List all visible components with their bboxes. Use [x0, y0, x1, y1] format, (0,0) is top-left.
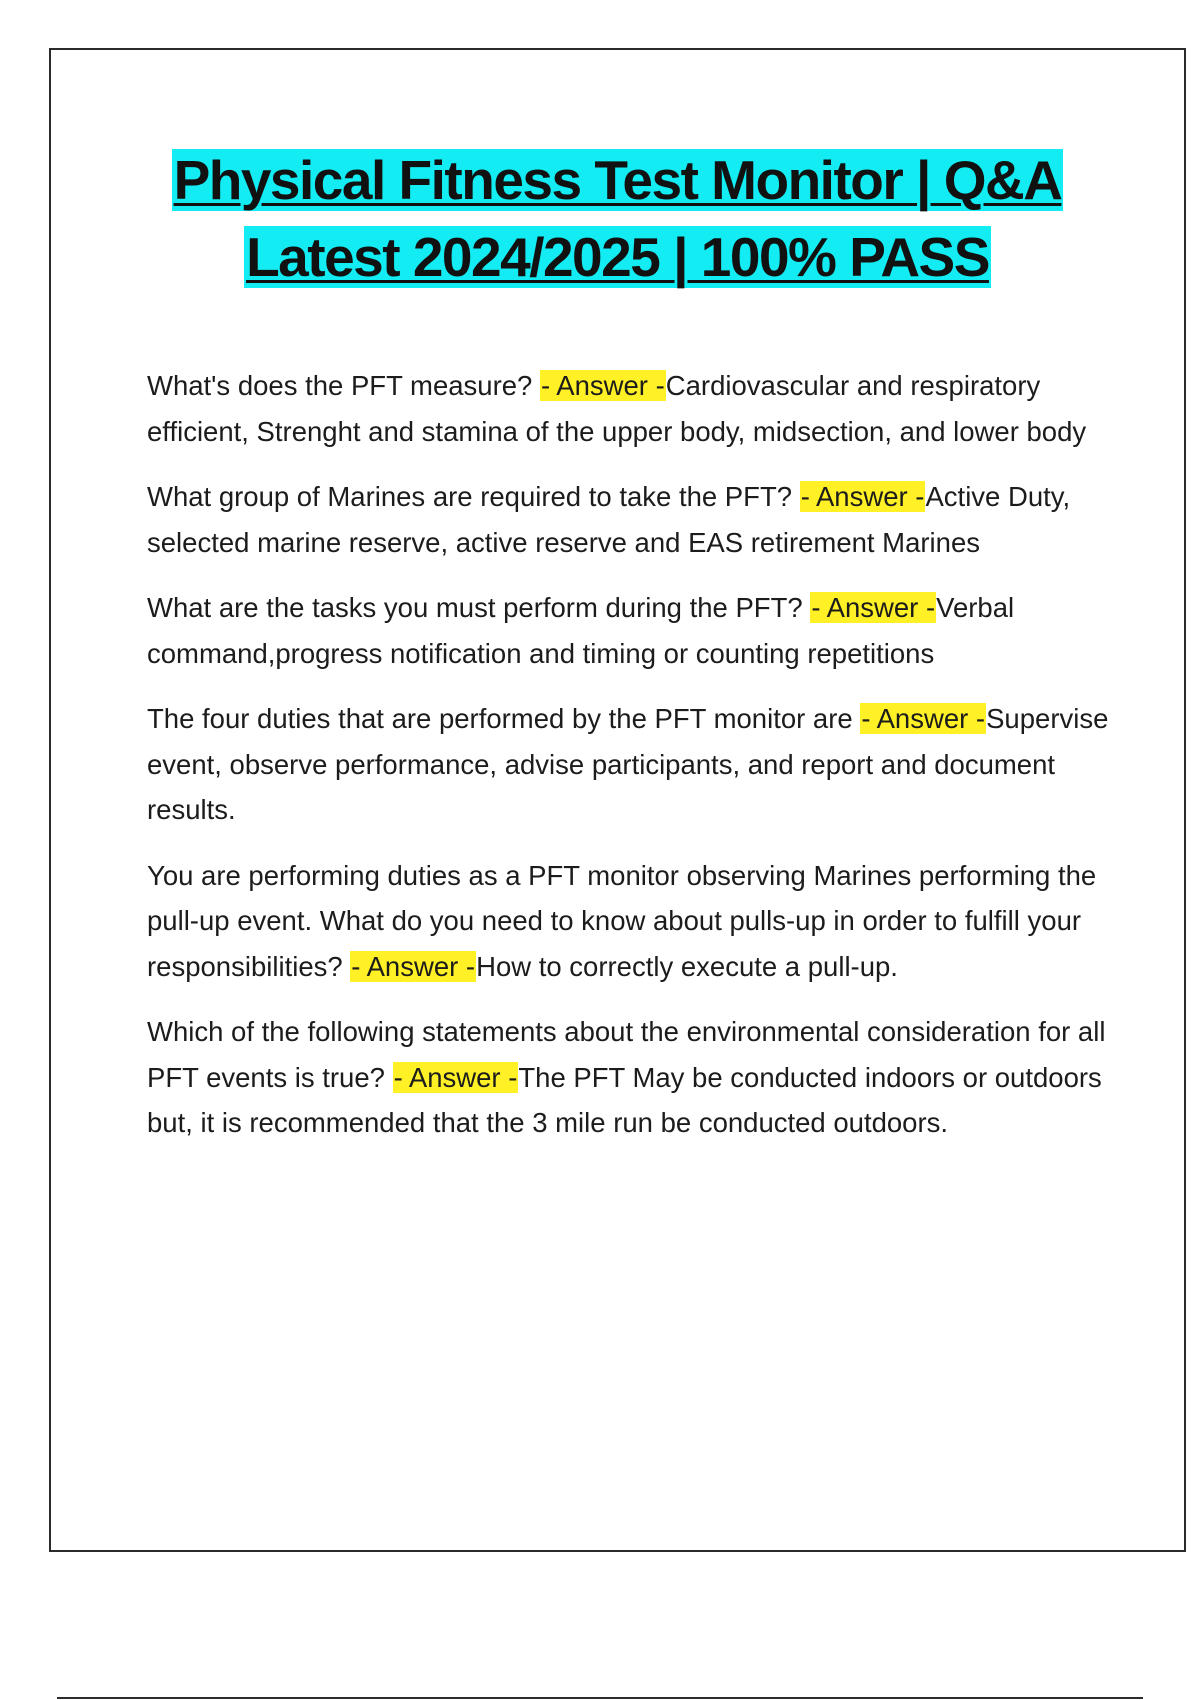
answer-marker: - Answer - — [540, 370, 665, 401]
answer-text: Verbal command,progress notification and timing or counting repetitions — [147, 592, 1015, 669]
qa-item — [147, 363, 1137, 454]
answer-marker: - Answer - — [351, 950, 476, 982]
qa-list — [147, 363, 1137, 1166]
qa-item — [147, 1009, 1137, 1146]
answer-marker: - Answer - — [800, 481, 925, 512]
answer-text: Active Duty, selected marine reserve, active reserve and EAS retirement Marines — [147, 481, 1071, 558]
answer-marker: - Answer - — [811, 592, 936, 623]
question-text: The four duties that are performed by the PFT monitor are — [147, 703, 861, 734]
answer-text: Cardiovascular and respiratory efficient, Strenght and stamina of the upper body, midsection, and lower body — [147, 370, 1087, 447]
question-text: Which of the following statements about the environmental consideration for all PFT events is true? — [147, 1016, 1106, 1093]
question-text: What's does the PFT measure? — [147, 370, 540, 401]
document-page — [49, 48, 1186, 1552]
answer-text: The PFT May be conducted indoors or outdoors but, it is recommended that the 3 mile run be conducted outdoors. — [147, 1061, 1102, 1138]
qa-item — [147, 474, 1137, 565]
title-line-1: Physical Fitness Test Monitor | Q&A — [173, 149, 1062, 211]
title-line-2: Latest 2024/2025 | 100% PASS — [246, 226, 989, 288]
document-title — [51, 142, 1184, 296]
qa-item — [147, 585, 1137, 676]
qa-item — [147, 696, 1137, 833]
answer-marker: - Answer - — [861, 703, 986, 734]
answer-text: How to correctly execute a pull-up. — [476, 950, 898, 982]
question-text: You are performing duties as a PFT monitor observing Marines performing the pull-up event. What do you need to know about pulls-up in order to fulfill your responsibilities? — [147, 859, 1097, 982]
answer-marker: - Answer - — [393, 1061, 518, 1093]
question-text: What are the tasks you must perform during the PFT? — [147, 592, 811, 623]
qa-item — [147, 853, 1137, 990]
question-text: What group of Marines are required to take the PFT? — [147, 481, 800, 512]
answer-text: Supervise event, observe performance, advise participants, and report and document results. — [147, 703, 1109, 825]
footer-divider — [57, 1697, 1143, 1699]
